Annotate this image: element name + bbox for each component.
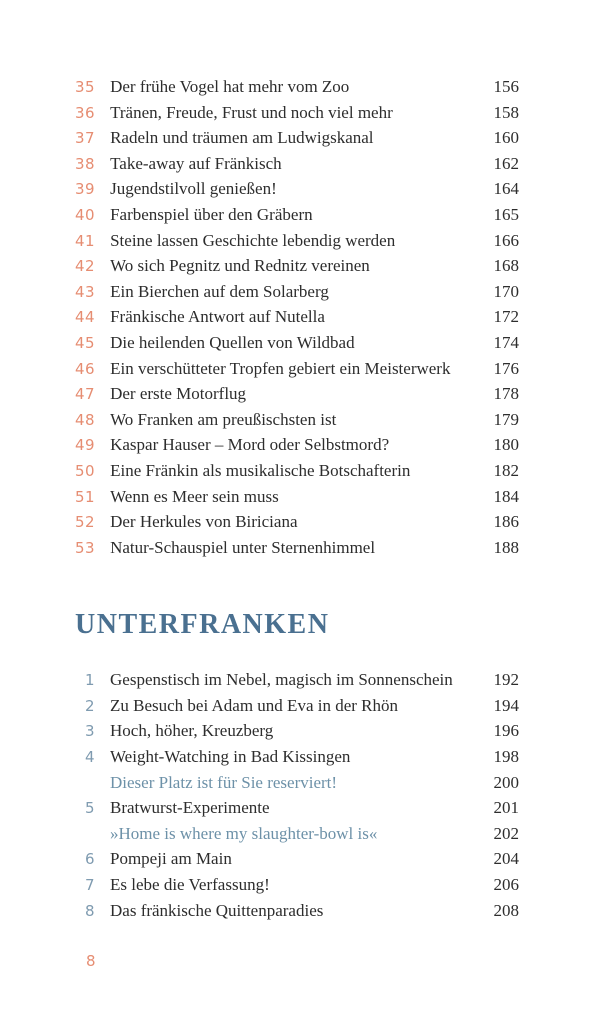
entry-page-number: 182 <box>493 460 519 480</box>
entry-number: 45 <box>75 333 96 352</box>
entry-title: Farbenspiel über den Gräbern <box>110 204 313 224</box>
toc-entry-list <box>75 667 519 923</box>
entry-title: Kaspar Hauser – Mord oder Selbstmord? <box>110 435 390 455</box>
entry-number: 44 <box>75 308 96 327</box>
toc-subentry-row <box>75 821 519 847</box>
entry-page-number: 158 <box>493 102 519 122</box>
toc-entry-row <box>75 228 519 254</box>
entry-number: 46 <box>75 359 96 378</box>
entry-title: Der frühe Vogel hat mehr vom Zoo <box>110 77 350 96</box>
entry-number: 6 <box>84 850 95 869</box>
entry-number: 37 <box>75 129 96 148</box>
section-heading: UNTERFRANKEN <box>75 609 330 641</box>
entry-page-number: 166 <box>493 230 519 250</box>
toc-entry-row <box>75 484 519 510</box>
entry-number: 8 <box>84 901 95 920</box>
entry-page-number: 179 <box>493 409 519 429</box>
entry-page-number: 188 <box>493 537 519 557</box>
entry-title: Weight-Watching in Bad Kissingen <box>110 747 351 767</box>
toc-entry-row <box>75 718 519 744</box>
toc-entry-row <box>75 407 519 433</box>
entry-title: Pompeji am Main <box>110 849 232 869</box>
entry-title: Zu Besuch bei Adam und Eva in der Rhön <box>110 695 399 715</box>
toc-entry-row <box>75 693 519 719</box>
entry-page-number: 184 <box>493 486 519 506</box>
toc-entry-row <box>75 279 519 305</box>
entry-title: Dieser Platz ist für Sie reserviert! <box>110 772 338 792</box>
entry-title: Natur-Schauspiel unter Sternenhimmel <box>110 537 376 557</box>
entry-page-number: 194 <box>493 695 519 715</box>
entry-title: Steine lassen Geschichte lebendig werden <box>110 230 396 250</box>
entry-page-number: 156 <box>493 77 519 96</box>
entry-page-number: 186 <box>493 512 519 532</box>
toc-entry-row <box>75 253 519 279</box>
entry-number: 7 <box>84 876 95 895</box>
toc-entry-row <box>75 100 519 126</box>
entry-number: 38 <box>75 154 96 173</box>
entry-title: Der Herkules von Biriciana <box>110 512 298 532</box>
toc-entry-row <box>75 356 519 382</box>
entry-number: 42 <box>75 257 96 276</box>
entry-page-number: 202 <box>493 823 519 843</box>
toc-entry-row <box>75 125 519 151</box>
entry-number: 41 <box>75 231 96 250</box>
entry-title: Ein Bierchen auf dem Solarberg <box>110 281 329 301</box>
entry-number: 49 <box>75 436 96 455</box>
toc-entry-row <box>75 667 519 693</box>
entry-number: 5 <box>84 799 95 818</box>
entry-page-number: 180 <box>493 435 519 455</box>
table-of-contents <box>75 74 519 923</box>
entry-title: Take-away auf Fränkisch <box>110 153 282 173</box>
entry-number: 1 <box>84 671 95 690</box>
entry-number: 51 <box>75 487 96 506</box>
toc-entry-row <box>75 74 519 100</box>
toc-entry-row <box>75 304 519 330</box>
entry-number: 52 <box>75 513 96 532</box>
entry-title: Die heilenden Quellen von Wildbad <box>110 332 355 352</box>
entry-title: Fränkische Antwort auf Nutella <box>110 307 325 327</box>
entry-number: 35 <box>75 78 96 96</box>
toc-entry-row <box>75 151 519 177</box>
toc-entry-row <box>75 872 519 898</box>
entry-number: 48 <box>75 410 96 429</box>
entry-page-number: 204 <box>493 849 519 869</box>
entry-title: Tränen, Freude, Frust und noch viel mehr <box>110 102 393 122</box>
entry-title: Gespenstisch im Nebel, magisch im Sonnenschein <box>110 670 453 690</box>
entry-page-number: 165 <box>493 204 519 224</box>
toc-entry-row <box>75 381 519 407</box>
entry-number: 2 <box>84 696 95 715</box>
entry-title: Wo sich Pegnitz und Rednitz vereinen <box>110 256 370 276</box>
entry-page-number: 168 <box>493 256 519 276</box>
entry-page-number: 162 <box>493 153 519 173</box>
entry-page-number: 200 <box>493 772 519 792</box>
toc-entry-row <box>75 846 519 872</box>
entry-title: Es lebe die Verfassung! <box>110 875 270 895</box>
toc-entry-row <box>75 330 519 356</box>
entry-title: Das fränkische Quittenparadies <box>110 900 324 920</box>
entry-number: 50 <box>75 461 96 480</box>
entry-title: Der erste Motorflug <box>110 384 247 404</box>
entry-number: 39 <box>75 180 96 199</box>
entry-page-number: 198 <box>493 747 519 767</box>
entry-title: Hoch, höher, Kreuzberg <box>110 721 274 741</box>
entry-title: »Home is where my slaughter-bowl is« <box>110 823 378 843</box>
toc-entry-row <box>75 535 519 561</box>
entry-number: 36 <box>75 103 96 122</box>
entry-title: Eine Fränkin als musikalische Botschafterin <box>110 460 411 480</box>
entry-number: 47 <box>75 385 96 404</box>
entry-number: 53 <box>75 538 96 557</box>
toc-entry-row <box>75 898 519 924</box>
entry-page-number: 172 <box>493 307 519 327</box>
entry-page-number: 178 <box>493 384 519 404</box>
entry-title: Wo Franken am preußischsten ist <box>110 409 337 429</box>
entry-number: 43 <box>75 282 96 301</box>
entry-page-number: 208 <box>493 900 519 920</box>
entry-number: 3 <box>84 722 95 741</box>
entry-page-number: 160 <box>493 128 519 148</box>
entry-page-number: 206 <box>493 875 519 895</box>
toc-entry-row <box>75 509 519 535</box>
entry-title: Bratwurst-Experimente <box>110 798 270 818</box>
entry-number: 40 <box>75 205 96 224</box>
toc-entry-row <box>75 458 519 484</box>
toc-entry-row <box>75 202 519 228</box>
entry-page-number: 176 <box>493 358 519 378</box>
entry-page-number: 201 <box>493 798 519 818</box>
toc-entry-row <box>75 432 519 458</box>
entry-title: Radeln und träumen am Ludwigskanal <box>110 128 374 148</box>
footer-page-number: 8 <box>86 952 96 970</box>
toc-entry-row <box>75 176 519 202</box>
entry-title: Wenn es Meer sein muss <box>110 486 279 506</box>
toc-subentry-row <box>75 770 519 796</box>
entry-title: Jugendstilvoll genießen! <box>110 179 277 199</box>
entry-page-number: 192 <box>493 670 519 690</box>
toc-entry-row <box>75 744 519 770</box>
entry-page-number: 170 <box>493 281 519 301</box>
toc-entry-row <box>75 795 519 821</box>
entry-number: 4 <box>84 748 95 767</box>
entry-page-number: 174 <box>493 332 519 352</box>
entry-page-number: 196 <box>493 721 519 741</box>
entry-page-number: 164 <box>493 179 519 199</box>
toc-entry-list <box>75 74 519 560</box>
entry-title: Ein verschütteter Tropfen gebiert ein Meisterwerk <box>110 358 451 378</box>
